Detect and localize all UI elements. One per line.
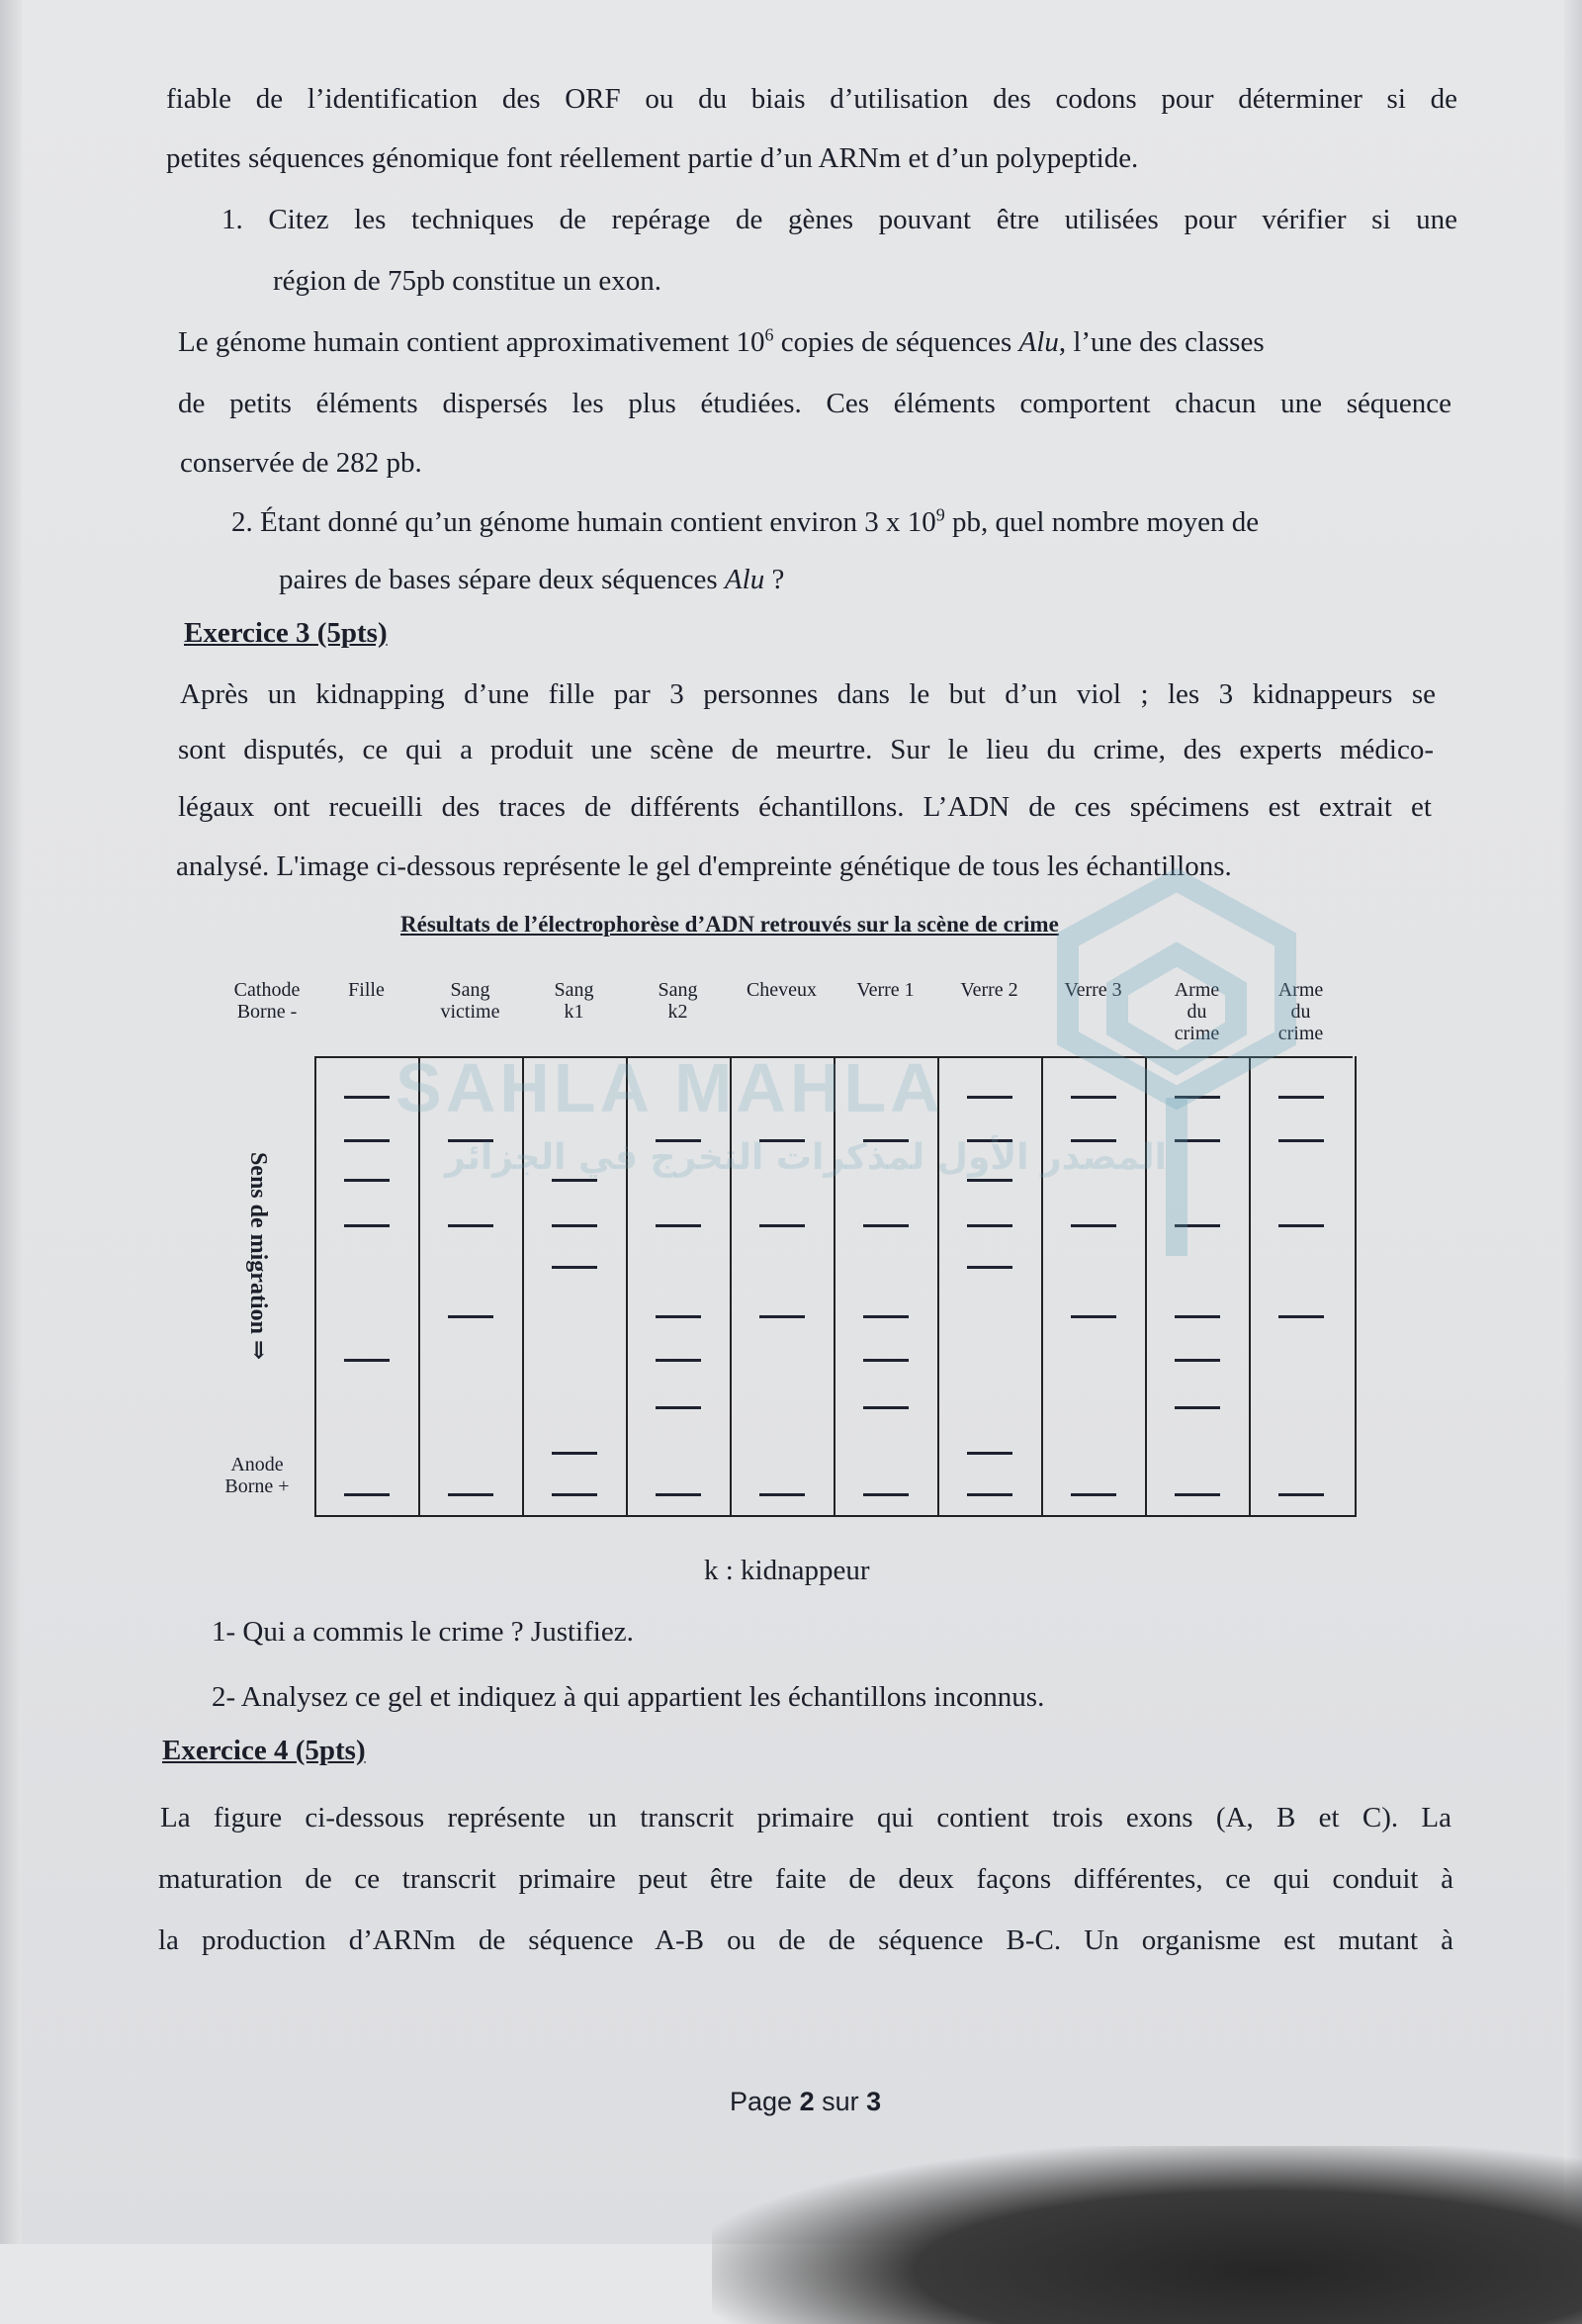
dna-band: [344, 1224, 390, 1227]
dna-band: [552, 1266, 597, 1269]
gel-caption: k : kidnappeur: [704, 1555, 870, 1586]
dna-band: [1175, 1406, 1220, 1409]
dna-band: [344, 1139, 390, 1142]
dna-band: [759, 1224, 805, 1227]
dna-band: [552, 1179, 597, 1182]
lane-label: Arme du crime: [1277, 979, 1324, 1044]
paragraph-line: La figure ci-dessous représente un transcrit primaire qui contient trois exons (A, B et C). La: [160, 1802, 1451, 1833]
dna-band: [656, 1315, 701, 1318]
dna-band: [759, 1315, 805, 1318]
exercise-3-question: 2- Analysez ce gel et indiquez à qui appartient les échantillons inconnus.: [212, 1681, 1045, 1713]
dna-band: [967, 1266, 1012, 1269]
dna-band: [863, 1406, 909, 1409]
paragraph-line: maturation de ce transcrit primaire peut être faite de deux façons différentes, ce qui conduit à: [158, 1863, 1453, 1895]
cathode-label: Cathode Borne -: [233, 979, 301, 1023]
exercise-3-heading: Exercice 3 (5pts): [184, 617, 388, 649]
gel-title: Résultats de l’électrophorèse d’ADN retrouvés sur la scène de crime: [400, 912, 1059, 937]
paragraph-line: sont disputés, ce qui a produit une scène de meurtre. Sur le lieu du crime, des experts médico-: [178, 734, 1434, 765]
dna-band: [552, 1452, 597, 1455]
dna-band: [967, 1452, 1012, 1455]
lane-label: Verre 2: [960, 979, 1018, 1001]
dna-band: [1071, 1493, 1116, 1496]
dna-band: [1071, 1315, 1116, 1318]
dna-band: [1278, 1493, 1324, 1496]
paragraph-line: Le génome humain contient approximativement $10^6$ copies de séquences Alu, l’une des classes: [178, 324, 1265, 358]
dna-band: [448, 1493, 493, 1496]
question-2-line: paires de bases sépare deux séquences Alu ?: [279, 564, 785, 595]
paragraph-line: de petits éléments dispersés les plus étudiées. Ces éléments comportent chacun une séquence: [178, 388, 1451, 419]
lane-label: Arme du crime: [1174, 979, 1220, 1044]
dna-band: [863, 1493, 909, 1496]
watermark-text: SAHLA MAHLA: [396, 1049, 944, 1126]
dna-band: [863, 1359, 909, 1362]
lane-label: Sang victime: [440, 979, 500, 1023]
lane-label: Fille: [348, 979, 385, 1001]
dna-band: [656, 1359, 701, 1362]
page-footer: Page 2 sur 3: [730, 2087, 882, 2116]
lane-label: Sang k2: [658, 979, 698, 1023]
dna-band: [344, 1359, 390, 1362]
dna-band: [967, 1493, 1012, 1496]
dna-band: [344, 1493, 390, 1496]
dna-band: [344, 1096, 390, 1099]
dna-band: [1175, 1493, 1220, 1496]
paper-edge-left: [0, 0, 22, 2244]
dna-band: [1175, 1315, 1220, 1318]
exercise-4-heading: Exercice 4 (5pts): [162, 1735, 366, 1766]
question-2-line: 2. Étant donné qu’un génome humain contient environ 3 x $10^9$ pb, quel nombre moyen de: [231, 504, 1260, 538]
lane-label: Cheveux: [746, 979, 818, 1001]
paragraph-line: légaux ont recueilli des traces de différents échantillons. L’ADN de ces spécimens est extrait et: [178, 791, 1432, 823]
dna-band: [448, 1224, 493, 1227]
paragraph-line: fiable de l’identification des ORF ou du biais d’utilisation des codons pour déterminer si de: [166, 83, 1457, 115]
dna-band: [552, 1493, 597, 1496]
paragraph-line: petites séquences génomique font réellement partie d’un ARNm et d’un polypeptide.: [166, 142, 1139, 174]
dna-band: [863, 1224, 909, 1227]
paragraph-line: analysé. L'image ci-dessous représente le gel d'empreinte génétique de tous les échantillons.: [176, 850, 1232, 882]
dna-band: [967, 1224, 1012, 1227]
watermark-logo-icon: [1028, 860, 1325, 1276]
dna-band: [656, 1224, 701, 1227]
exercise-3-question: 1- Qui a commis le crime ? Justifiez.: [212, 1616, 634, 1648]
photo-shadow: [712, 2146, 1582, 2324]
paragraph-line: conservée de 282 pb.: [180, 447, 422, 479]
dna-band: [967, 1096, 1012, 1099]
question-1-line: 1. Citez les techniques de repérage de gènes pouvant être utilisées pour vérifier si une: [221, 204, 1457, 235]
dna-band: [552, 1224, 597, 1227]
question-1-line: région de 75pb constitue un exon.: [273, 265, 662, 297]
watermark-tagline: المصدر الأول لمذكرات التخرج في الجزائر: [445, 1137, 1167, 1178]
migration-direction-label: Sens de migration ⇒: [245, 1151, 271, 1361]
lane-label: Verre 3: [1064, 979, 1122, 1001]
paragraph-line: la production d’ARNm de séquence A-B ou de de séquence B-C. Un organisme est mutant à: [158, 1924, 1453, 1956]
paragraph-line: Après un kidnapping d’une fille par 3 personnes dans le but d’un viol ; les 3 kidnappeurs se: [180, 678, 1436, 710]
lane-label: Verre 1: [856, 979, 915, 1001]
dna-band: [656, 1493, 701, 1496]
lane-label: Sang k1: [554, 979, 594, 1023]
gel-bottom-border: [314, 1515, 1355, 1517]
dna-band: [1175, 1359, 1220, 1362]
dna-band: [759, 1493, 805, 1496]
dna-band: [967, 1179, 1012, 1182]
dna-band: [1278, 1315, 1324, 1318]
dna-band: [656, 1406, 701, 1409]
dna-band: [863, 1315, 909, 1318]
gel-lane: [937, 1056, 1043, 1517]
anode-label: Anode Borne +: [224, 1454, 290, 1497]
dna-band: [344, 1179, 390, 1182]
dna-band: [448, 1315, 493, 1318]
paper-edge-right: [1564, 0, 1582, 2244]
